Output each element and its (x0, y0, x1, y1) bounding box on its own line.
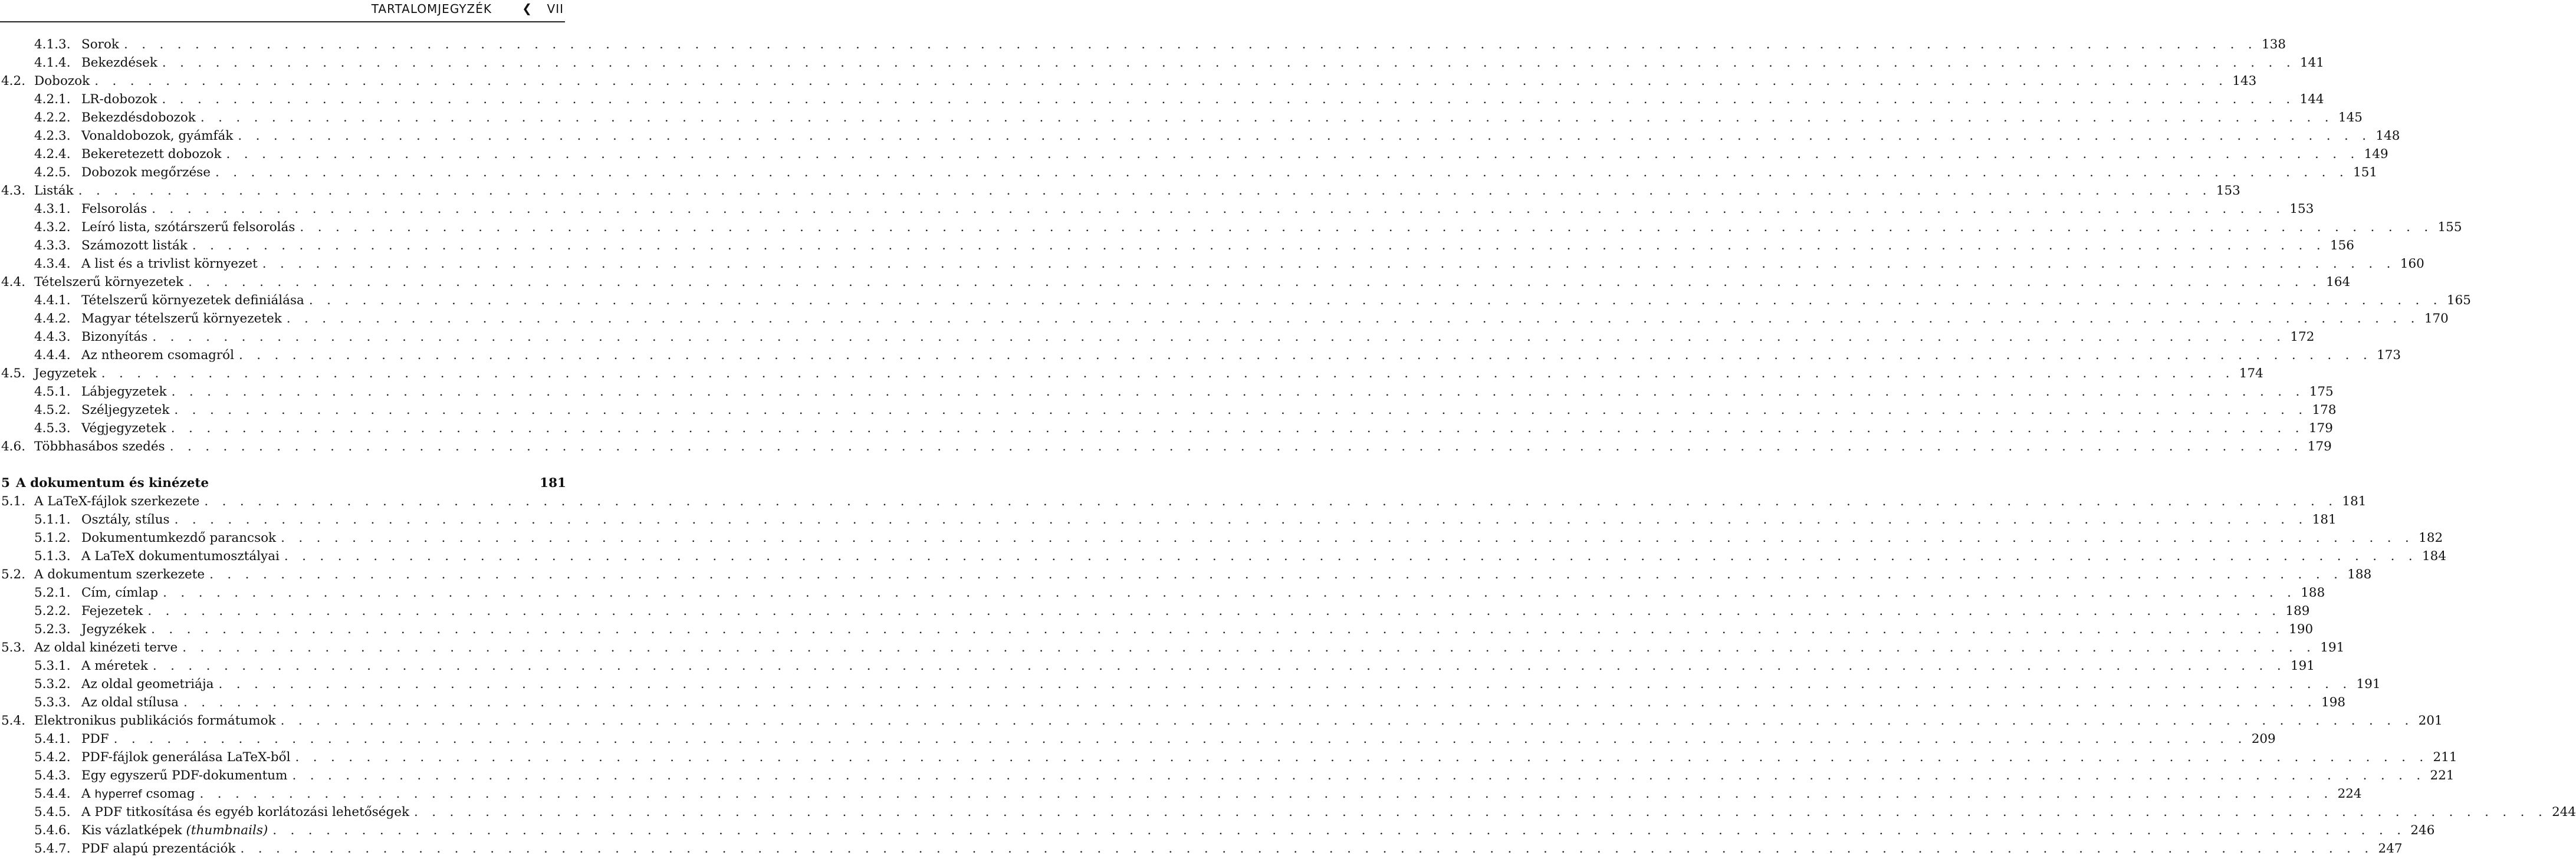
toc-entry[interactable] (0, 511, 2337, 529)
toc-entry-title: Sorok (81, 37, 119, 52)
toc-dot-leader: . . . . . . . . . . . . . . . . . . . . . . . . . . . . . . . . . . . . . . . . . . . . . . . . . . . . . . . . . . . . . . . . . . . . . . . . . . . . . . . . . . . . . . . . . . . . . . . . . . . . . . . . . . . . . . . . . . . . . . . . (262, 256, 2396, 271)
toc-entry-title: Dokumentumkezdő parancsok (81, 531, 277, 545)
toc-dot-leader: . . . . . . . . . . . . . . . . . . . . . . . . . . . . . . . . . . . . . . . . . . . . . . . . . . . . . . . . . . . . . . . . . . . . . . . . . . . . . . . . . . . . . . . . . . . . . . . . . . . . . . . . . . . . . . . . . . . . . . . . (170, 421, 2304, 436)
toc-dot-leader: . . . . . . . . . . . . . . . . . . . . . . . . . . . . . . . . . . . . . . . . . . . . . . . . . . . . . . . . . . . . . . . . . . . . . . . . . . . . . . . . . . . . . . . . . . . . . . . . . . . . . . . . . . . . . . . . . . . . . . . . (94, 74, 2228, 88)
toc-entry-number: 5 (1, 476, 10, 491)
toc-entry-page: 156 (2329, 238, 2354, 253)
toc-dot-leader: . . . . . . . . . . . . . . . . . . . . . . . . . . . . . . . . . . . . . . . . . . . . . . . . . . . . . . . . . . . . . . . . . . . . . . . . . . . . . . . . . . . . . . . . . . . . . . . . . . . . . . . . . . . . . . . . . . . . . . . . (295, 750, 2429, 765)
toc-entry[interactable] (0, 419, 2333, 437)
toc-entry[interactable] (0, 639, 2345, 657)
toc-entry[interactable] (0, 437, 2332, 456)
toc-entry-title: Végjegyzetek (81, 421, 166, 436)
toc-entry-title: Listák (34, 183, 74, 198)
toc-entry-page: 151 (2353, 165, 2378, 180)
toc-entry-page: 247 (2378, 841, 2403, 856)
toc-entry[interactable] (0, 401, 2337, 419)
toc-dot-leader: . . . . . . . . . . . . . . . . . . . . . . . . . . . . . . . . . . . . . . . . . . . . . . . . . . . . . . . . . . . . . . . . . . . . . . . . . . . . . . . . . . . . . . . . . . . . . . . . . . . . . . . . . . . . . . . . . . . . . . . . (239, 348, 2373, 363)
toc-entry-number: 4.6. (1, 439, 26, 454)
toc-entry-title: Jegyzékek (81, 622, 147, 637)
toc-entry-title: A hyperref csomag (81, 786, 195, 801)
toc-entry[interactable] (0, 675, 2381, 693)
toc-entry[interactable] (0, 383, 2334, 401)
toc-dot-leader: . . . . . . . . . . . . . . . . . . . . . . . . . . . . . . . . . . . . . . . . . . . . . . . . . . . . . . . . . . . . . . . . . . . . . . . . . . . . . . . . . . . . . . . . . . . . . . . . . . . . . . . . . . . . . . . . . . . . . . . . (152, 330, 2286, 344)
toc-entry-page: 221 (2430, 768, 2455, 783)
toc-entry-title: Fejezetek (81, 604, 143, 618)
toc-entry-page: 138 (2262, 37, 2286, 52)
toc-entry[interactable] (0, 182, 2240, 200)
toc-dot-leader: . . . . . . . . . . . . . . . . . . . . . . . . . . . . . . . . . . . . . . . . . . . . . . . . . . . . . . . . . . . . . . . . . . . . . . . . . . . . . . . . . . . . . . . . . . . . . . . . . . . . . . . . . . . . . . . . . . . . . . . . (123, 37, 2258, 52)
toc-dot-leader: . . . . . . . . . . . . . . . . . . . . . . . . . . . . . . . . . . . . . . . . . . . . . . . . . . . . . . . . . . . . . . . . . . . . . . . . . . . . . . . . . . . . . . . . . . . . . . . . . . . . . . . . . . . . . . . . . . . . . . . . (113, 732, 2247, 746)
toc-entry[interactable] (0, 90, 2324, 108)
toc-entry-title: Tételszerű környezetek (34, 275, 184, 289)
toc-entry-number: 4.2.5. (34, 165, 71, 180)
toc-entry-title: Dobozok (34, 74, 90, 88)
toc-entry-page: 179 (2307, 439, 2332, 454)
toc-dot-leader: . . . . . . . . . . . . . . . . . . . . . . . . . . . . . . . . . . . . . . . . . . . . . . . . . . . . . . . . . . . . . . . . . . . . . . . . . . . . . . . . . . . . . . . . . . . . . . . . . . . . . . . . . . . . . . . . . . . . . . . . (218, 677, 2352, 692)
toc-entry-page: 191 (2356, 677, 2381, 692)
toc-entry[interactable] (0, 108, 2363, 127)
toc-entry-title: Az ntheorem csomagról (81, 348, 234, 363)
toc-dot-leader: . . . . . . . . . . . . . . . . . . . . . . . . . . . . . . . . . . . . . . . . . . . . . . . . . . . . . . . . . . . . . . . . . . . . . . . . . . . . . . . . . . . . . . . . . . . . . . . . . . . . . . . . . . . . . . . . . . . . . . . . (414, 805, 2548, 819)
toc-entry-page: 160 (2400, 256, 2424, 271)
toc-entry[interactable] (0, 529, 2443, 547)
toc-entry-page: 141 (2299, 55, 2324, 70)
toc-dot-leader: . . . . . . . . . . . . . . . . . . . . . . . . . . . . . . . . . . . . . . . . . . . . . . . . . . . . . . . . . . . . . . . . . . . . . . . . . . . . . . . . . . . . . . . . . . . . . . . . . . . . . . . . . . . . . . . . . . . . . . . . (300, 220, 2433, 235)
toc-dot-leader: . . . . . . . . . . . . . . . . . . . . . . . . . . . . . . . . . . . . . . . . . . . . . . . . . . . . . . . . . . . . . . . . . . . . . . . . . . . . . . . . . . . . . . . . . . . . . . . . . . . . . . . . . . . . . . . . . . . . . . . . (151, 622, 2285, 637)
toc-entry-title: Bekezdések (81, 55, 157, 70)
toc-entry-title: Számozott listák (81, 238, 188, 253)
toc-entry-title: Osztály, stílus (81, 512, 170, 527)
toc-entry-page: 144 (2299, 92, 2324, 107)
toc-entry-page: 170 (2424, 311, 2449, 326)
toc-entry-number: 4.3. (1, 183, 26, 198)
toc-entry-number: 4.3.3. (34, 238, 71, 253)
toc-entry[interactable] (0, 602, 2310, 620)
toc-entry-page: 224 (2337, 786, 2362, 801)
toc-entry-title-italic: (thumbnails) (186, 823, 268, 838)
toc-entry-title: Vonaldobozok, gyámfák (81, 129, 234, 143)
toc-entry[interactable] (0, 620, 2314, 639)
toc-dot-leader: . . . . . . . . . . . . . . . . . . . . . . . . . . . . . . . . . . . . . . . . . . . . . . . . . . . . . . . . . . . . . . . . . . . . . . . . . . . . . . . . . . . . . . . . . . . . . . . . . . . . . . . . . . . . . . . . . . . . . . . . (192, 238, 2325, 253)
toc-entry-title: PDF alapú prezentációk (81, 841, 236, 856)
toc-entry-title: Kis vázlatképek (thumbnails) (81, 823, 268, 838)
toc-entry-page: 184 (2421, 549, 2447, 564)
toc-dot-leader: . . . . . . . . . . . . . . . . . . . . . . . . . . . . . . . . . . . . . . . . . . . . . . . . . . . . . . . . . . . . . . . . . . . . . . . . . . . . . . . . . . . . . . . . . . . . . . . . . . . . . . . . . . . . . . . . . . . . . . . . (284, 549, 2417, 564)
toc-entry[interactable] (0, 346, 2401, 364)
toc-dot-leader: . . . . . . . . . . . . . . . . . . . . . . . . . . . . . . . . . . . . . . . . . . . . . . . . . . . . . . . . . . . . . . . . . . . . . . . . . . . . . . . . . . . . . . . . . . . . . . . . . . . . . . . . . . . . . . . . . . . . . . . . (188, 275, 2322, 289)
toc-dot-leader: . . . . . . . . . . . . . . . . . . . . . . . . . . . . . . . . . . . . . . . . . . . . . . . . . . . . . . . . . . . . . . . . . . . . . . . . . . . . . . . . . . . . . . . . . . . . . . . . . . . . . . . . . . . . . . . . . . . . . . . . (182, 640, 2316, 655)
toc-dot-leader: . . . . . . . . . . . . . . . . . . . . . . . . . . . . . . . . . . . . . . . . . . . . . . . . . . . . . . . . . . . . . . . . . . . . . . . . . . . . . . . . . . . . . . . . . . . . . . . . . . . . . . . . . . . . . . . . . . . . . . . . (199, 786, 2333, 801)
toc-entry-number: 4.2.1. (34, 92, 71, 107)
toc-entry[interactable] (0, 54, 2324, 72)
toc-entry-number: 5.4.2. (34, 750, 71, 765)
toc-dot-leader: . . . . . . . . . . . . . . . . . . . . . . . . . . . . . . . . . . . . . . . . . . . . . . . . . . . . . . . . . . . . . . . . . . . . . . . . . . . . . . . . . . . . . . . . . . . . . . . . . . . . . . . . . . . . . . . . . . . . . . . . (238, 129, 2371, 143)
toc-entry[interactable] (0, 163, 2378, 182)
toc-dot-leader: . . . . . . . . . . . . . . . . . . . . . . . . . . . . . . . . . . . . . . . . . . . . . . . . . . . . . . . . . . . . . . . . . . . . . . . . . . . . . . . . . . . . . . . . . . . . . . . . . . . . . . . . . . . . . . . . . . . . . . . . (174, 512, 2308, 527)
toc-entry-title: Széljegyzetek (81, 403, 170, 417)
toc-entry[interactable] (0, 218, 2462, 236)
toc-entry-number: 5.2.2. (34, 604, 71, 618)
toc-entry-title: Magyar tételszerű környezetek (81, 311, 282, 326)
toc-entry-title-package: hyperref (94, 788, 142, 801)
toc-entry[interactable] (0, 145, 2388, 163)
toc-dot-leader: . . . . . . . . . . . . . . . . . . . . . . . . . . . . . . . . . . . . . . . . . . . . . . . . . . . . . . . . . . . . . . . . . . . . . . . . . . . . . . . . . . . . . . . . . . . . . . . . . . . . . . . . . . . . . . . . . . . . . . . . (226, 147, 2360, 162)
toc-entry-number: 5.2. (1, 567, 26, 582)
toc-entry-page: 175 (2309, 384, 2334, 399)
toc-entry[interactable] (0, 547, 2447, 565)
toc-entry-number: 5.4.6. (34, 823, 71, 838)
toc-entry-title: LR-dobozok (81, 92, 157, 107)
toc-entry[interactable] (0, 565, 2372, 584)
toc-entry[interactable] (0, 712, 2443, 730)
toc-entry[interactable] (0, 766, 2455, 785)
toc-dot-leader: . . . . . . . . . . . . . . . . . . . . . . . . . . . . . . . . . . . . . . . . . . . . . . . . . . . . . . . . . . . . . . . . . . . . . . . . . . . . . . . . . . . . . . . . . . . . . . . . . . . . . . . . . . . . . . . . . . . . . . . . (200, 110, 2334, 125)
toc-entry-page: 211 (2433, 750, 2457, 765)
toc-entry-page: 181 (2312, 512, 2337, 527)
toc-entry-page: 191 (2320, 640, 2345, 655)
toc-entry-number: 4.5.1. (34, 384, 71, 399)
toc-entry-page: 182 (2419, 531, 2443, 545)
toc-entry[interactable] (0, 657, 2315, 675)
toc-entry-number: 5.3.2. (34, 677, 71, 692)
toc-entry-title: Jegyzetek (34, 366, 97, 381)
toc-dot-leader: . . . . . . . . . . . . . . . . . . . . . . . . . . . . . . . . . . . . . . . . . . . . . . . . . . . . . . . . . . . . . . . . . . . . . . . . . . . . . . . . . . . . . . . . . . . . . . . . . . . . . . . . . . . . . . . . . . . . . . . . (171, 384, 2305, 399)
toc-entry-number: 4.5.2. (34, 403, 71, 417)
toc-entry-number: 4.4.3. (34, 330, 71, 344)
toc-dot-leader: . . . . . . . . . . . . . . . . . . . . . . . . . . . . . . . . . . . . . . . . . . . . . . . . . . . . . . . . . . . . . . . . . . . . . . . . . . . . . . . . . . . . . . . . . . . . . . . . . . . . . . . . . . . . . . . . . . . . . . . . (286, 311, 2420, 326)
toc-entry-number: 5.3.3. (34, 695, 71, 710)
toc-entry-title: Elektronikus publikációs formátumok (34, 713, 276, 728)
toc-entry-number: 5.2.1. (34, 585, 71, 600)
toc-entry[interactable] (0, 273, 2351, 291)
toc-entry-page: 179 (2308, 421, 2333, 436)
toc-entry[interactable] (0, 291, 2471, 310)
toc-entry-number: 5.1. (1, 494, 26, 509)
toc-entry-number: 5.4.1. (34, 732, 71, 746)
header-title: TARTALOMJEGYZÉK (371, 2, 492, 16)
toc-entry-number: 4.3.4. (34, 256, 71, 271)
toc-dot-leader: . . . . . . . . . . . . . . . . . . . . . . . . . . . . . . . . . . . . . . . . . . . . . . . . . . . . . . . . . . . . . . . . . . . . . . . . . . . . . . . . . . . . . . . . . . . . . . . . . . . . . . . . . . . . . . . . . . . . . . . . (272, 823, 2406, 838)
toc-entry-title: A LaTeX dokumentumosztályai (81, 549, 280, 564)
toc-entry-page: 174 (2239, 366, 2263, 381)
chevron-left-icon: ❮ (522, 1, 532, 15)
toc-entry-number: 5.4. (1, 713, 26, 728)
toc-entry[interactable] (0, 35, 2286, 54)
toc-entry-page: 201 (2418, 713, 2443, 728)
toc-dot-leader: . . . . . . . . . . . . . . . . . . . . . . . . . . . . . . . . . . . . . . . . . . . . . . . . . . . . . . . . . . . . . . . . . . . . . . . . . . . . . . . . . . . . . . . . . . . . . . . . . . . . . . . . . . . . . . . . . . . . . . . . (163, 585, 2296, 600)
toc-dot-leader: . . . . . . . . . . . . . . . . . . . . . . . . . . . . . . . . . . . . . . . . . . . . . . . . . . . . . . . . . . . . . . . . . . . . . . . . . . . . . . . . . . . . . . . . . . . . . . . . . . . . . . . . . . . . . . . . . . . . . . . . (152, 659, 2286, 673)
toc-entry-page: 173 (2377, 348, 2401, 363)
toc-entry-title: Leíró lista, szótárszerű felsorolás (81, 220, 295, 235)
toc-entry[interactable] (0, 236, 2354, 255)
toc-entry-title: Felsorolás (81, 202, 147, 216)
toc-dot-leader: . . . . . . . . . . . . . . . . . . . . . . . . . . . . . . . . . . . . . . . . . . . . . . . . . . . . . . . . . . . . . . . . . . . . . . . . . . . . . . . . . . . . . . . . . . . . . . . . . . . . . . . . . . . . . . . . . . . . . . . . (308, 293, 2442, 308)
toc-entry-title: A PDF titkosítása és egyéb korlátozási lehetőségek (81, 805, 409, 819)
toc-entry[interactable] (0, 785, 2362, 803)
toc-dot-leader: . . . . . . . . . . . . . . . . . . . . . . . . . . . . . . . . . . . . . . . . . . . . . . . . . . . . . . . . . . . . . . . . . . . . . . . . . . . . . . . . . . . . . . . . . . . . . . . . . . . . . . . . . . . . . . . . . . . . . . . . (162, 55, 2295, 70)
toc-entry-number: 4.5. (1, 366, 26, 381)
toc-entry-title: Bizonyítás (81, 330, 148, 344)
toc-entry-page: 143 (2232, 74, 2257, 88)
toc-entry-number: 4.5.3. (34, 421, 71, 436)
toc-entry-title: Bekeretezett dobozok (81, 147, 222, 162)
toc-entry-page: 181 (2342, 494, 2367, 509)
toc-entry-page: 164 (2326, 275, 2351, 289)
toc-entry[interactable] (0, 72, 2257, 90)
toc-entry[interactable] (0, 584, 2325, 602)
toc-entry-page: 153 (2289, 202, 2314, 216)
toc-entry-title: Többhasábos szedés (34, 439, 165, 454)
header-rule (0, 21, 565, 22)
toc-entry[interactable] (0, 693, 2346, 712)
toc-entry[interactable] (0, 492, 2367, 511)
toc-dot-leader: . . . . . . . . . . . . . . . . . . . . . . . . . . . . . . . . . . . . . . . . . . . . . . . . . . . . . . . . . . . . . . . . . . . . . . . . . . . . . . . . . . . . . . . . . . . . . . . . . . . . . . . . . . . . . . . . . . . . . . . . (209, 567, 2343, 582)
toc-dot-leader: . . . . . . . . . . . . . . . . . . . . . . . . . . . . . . . . . . . . . . . . . . . . . . . . . . . . . . . . . . . . . . . . . . . . . . . . . . . . . . . . . . . . . . . . . . . . . . . . . . . . . . . . . . . . . . . . . . . . . . . . (281, 531, 2414, 545)
toc-entry-number: 4.1.4. (34, 55, 71, 70)
toc-entry[interactable] (0, 328, 2315, 346)
toc-entry-number: 5.2.3. (34, 622, 71, 637)
toc-entry-page: 209 (2251, 732, 2276, 746)
toc-dot-leader: . . . . . . . . . . . . . . . . . . . . . . . . . . . . . . . . . . . . . . . . . . . . . . . . . . . . . . . . . . . . . . . . . . . . . . . . . . . . . . . . . . . . . . . . . . . . . . . . . . . . . . . . . . . . . . . . . . . . . . . . (215, 165, 2349, 180)
toc-dot-leader: . . . . . . . . . . . . . . . . . . . . . . . . . . . . . . . . . . . . . . . . . . . . . . . . . . . . . . . . . . . . . . . . . . . . . . . . . . . . . . . . . . . . . . . . . . . . . . . . . . . . . . . . . . . . . . . . . . . . . . . . (183, 695, 2317, 710)
toc-entry[interactable] (0, 200, 2314, 218)
toc-entry-number: 5.1.3. (34, 549, 71, 564)
toc-entry[interactable] (0, 127, 2400, 145)
toc-entry-page: 198 (2321, 695, 2346, 710)
toc-entry-title: Tételszerű környezetek definiálása (81, 293, 304, 308)
toc-entry-page: 190 (2289, 622, 2314, 637)
toc-entry-page: 165 (2446, 293, 2471, 308)
toc-entry-number: 5.4.4. (34, 786, 71, 801)
toc-entry-number: 4.2.3. (34, 129, 71, 143)
header-page-number: VII (547, 2, 564, 16)
toc-dot-leader: . . . . . . . . . . . . . . . . . . . . . . . . . . . . . . . . . . . . . . . . . . . . . . . . . . . . . . . . . . . . . . . . . . . . . . . . . . . . . . . . . . . . . . . . . . . . . . . . . . . . . . . . . . . . . . . . . . . . . . . . (240, 841, 2374, 856)
toc-dot-leader: . . . . . . . . . . . . . . . . . . . . . . . . . . . . . . . . . . . . . . . . . . . . . . . . . . . . . . . . . . . . . . . . . . . . . . . . . . . . . . . . . . . . . . . . . . . . . . . . . . . . . . . . . . . . . . . . . . . . . . . . (152, 202, 2285, 216)
toc-dot-leader: . . . . . . . . . . . . . . . . . . . . . . . . . . . . . . . . . . . . . . . . . . . . . . . . . . . . . . . . . . . . . . . . . . . . . . . . . . . . . . . . . . . . . . . . . . . . . . . . . . . . . . . . . . . . . . . . . . . . . . . . (280, 713, 2414, 728)
toc-entry-number: 4.4.4. (34, 348, 71, 363)
toc-entry-title: A méretek (81, 659, 148, 673)
toc-entry-number: 5.4.7. (34, 841, 71, 856)
toc-entry-number: 4.1.3. (34, 37, 71, 52)
toc-entry-number: 4.4.2. (34, 311, 71, 326)
toc-entry-page: 155 (2437, 220, 2462, 235)
toc-entry-number: 4.2. (1, 74, 26, 88)
toc-entry-number: 5.4.3. (34, 768, 71, 783)
toc-entry-title: Dobozok megőrzése (81, 165, 211, 180)
toc-entry-title: Egy egyszerű PDF-dokumentum (81, 768, 288, 783)
toc-entry-title: Az oldal stílusa (81, 695, 179, 710)
toc-entry-number: 4.4.1. (34, 293, 71, 308)
toc-dot-leader: . . . . . . . . . . . . . . . . . . . . . . . . . . . . . . . . . . . . . . . . . . . . . . . . . . . . . . . . . . . . . . . . . . . . . . . . . . . . . . . . . . . . . . . . . . . . . . . . . . . . . . . . . . . . . . . . . . . . . . . . (169, 439, 2303, 454)
toc-dot-leader: . . . . . . . . . . . . . . . . . . . . . . . . . . . . . . . . . . . . . . . . . . . . . . . . . . . . . . . . . . . . . . . . . . . . . . . . . . . . . . . . . . . . . . . . . . . . . . . . . . . . . . . . . . . . . . . . . . . . . . . . (292, 768, 2426, 783)
toc-entry-page: 191 (2290, 659, 2315, 673)
toc-entry-title: PDF (81, 732, 109, 746)
toc-entry[interactable] (0, 803, 2576, 821)
toc-entry-number: 4.3.1. (34, 202, 71, 216)
toc-entry-page: 188 (2301, 585, 2325, 600)
toc-entry-number: 5.4.5. (34, 805, 71, 819)
toc-entry-title: Az oldal geometriája (81, 677, 214, 692)
toc-entry-number: 5.3. (1, 640, 26, 655)
toc-entry-page: 246 (2410, 823, 2435, 838)
toc-entry-page: 145 (2338, 110, 2363, 125)
toc-entry-number: 5.1.1. (34, 512, 71, 527)
toc-entry-title: Cím, címlap (81, 585, 159, 600)
toc-entry[interactable] (0, 730, 2276, 748)
toc-entry-page: 149 (2364, 147, 2388, 162)
toc-entry-title: A dokumentum és kinézete (15, 476, 209, 491)
toc-entry[interactable] (0, 310, 2449, 328)
toc-entry[interactable] (0, 840, 2403, 858)
toc-entry-title: A dokumentum szerkezete (34, 567, 205, 582)
toc-chapter-entry[interactable] (0, 474, 566, 492)
toc-entry-title: PDF-fájlok generálása LaTeX-ből (81, 750, 291, 765)
toc-dot-leader: . . . . . . . . . . . . . . . . . . . . . . . . . . . . . . . . . . . . . . . . . . . . . . . . . . . . . . . . . . . . . . . . . . . . . . . . . . . . . . . . . . . . . . . . . . . . . . . . . . . . . . . . . . . . . . . . . . . . . . . . (101, 366, 2235, 381)
toc-entry-number: 4.2.2. (34, 110, 71, 125)
toc-entry[interactable] (0, 821, 2435, 840)
toc-entry-page: 172 (2290, 330, 2315, 344)
toc-entry-page: 181 (540, 476, 566, 491)
toc-entry-number: 4.4. (1, 275, 26, 289)
toc-entry-title: Az oldal kinézeti terve (34, 640, 178, 655)
toc-entry-page: 153 (2216, 183, 2240, 198)
toc-entry[interactable] (0, 748, 2457, 766)
toc-entry[interactable] (0, 255, 2424, 273)
running-header (0, 0, 566, 24)
toc-entry-title: A list és a trivlist környezet (81, 256, 258, 271)
toc-dot-leader: . . . . . . . . . . . . . . . . . . . . . . . . . . . . . . . . . . . . . . . . . . . . . . . . . . . . . . . . . . . . . . . . . . . . . . . . . . . . . . . . . . . . . . . . . . . . . . . . . . . . . . . . . . . . . . . . . . . . . . . . (147, 604, 2281, 618)
toc-entry-number: 5.1.2. (34, 531, 71, 545)
toc-entry-title: A LaTeX-fájlok szerkezete (34, 494, 200, 509)
toc-entry[interactable] (0, 364, 2263, 383)
toc-entry-page: 148 (2375, 129, 2400, 143)
toc-entry-number: 4.3.2. (34, 220, 71, 235)
toc-entry-title: Bekezdésdobozok (81, 110, 196, 125)
toc-dot-leader: . . . . . . . . . . . . . . . . . . . . . . . . . . . . . . . . . . . . . . . . . . . . . . . . . . . . . . . . . . . . . . . . . . . . . . . . . . . . . . . . . . . . . . . . . . . . . . . . . . . . . . . . . . . . . . . . . . . . . . . . (204, 494, 2338, 509)
toc-dot-leader: . . . . . . . . . . . . . . . . . . . . . . . . . . . . . . . . . . . . . . . . . . . . . . . . . . . . . . . . . . . . . . . . . . . . . . . . . . . . . . . . . . . . . . . . . . . . . . . . . . . . . . . . . . . . . . . . . . . . . . . . (162, 92, 2295, 107)
toc-entry-title: Lábjegyzetek (81, 384, 167, 399)
toc-entry-page: 189 (2285, 604, 2310, 618)
toc-entry-page: 188 (2347, 567, 2372, 582)
toc-entry-page: 244 (2552, 805, 2576, 819)
toc-entry-number: 4.2.4. (34, 147, 71, 162)
toc-entry-number: 5.3.1. (34, 659, 71, 673)
toc-dot-leader: . . . . . . . . . . . . . . . . . . . . . . . . . . . . . . . . . . . . . . . . . . . . . . . . . . . . . . . . . . . . . . . . . . . . . . . . . . . . . . . . . . . . . . . . . . . . . . . . . . . . . . . . . . . . . . . . . . . . . . . . (78, 183, 2212, 198)
toc-entry-page: 178 (2312, 403, 2337, 417)
toc-dot-leader: . . . . . . . . . . . . . . . . . . . . . . . . . . . . . . . . . . . . . . . . . . . . . . . . . . . . . . . . . . . . . . . . . . . . . . . . . . . . . . . . . . . . . . . . . . . . . . . . . . . . . . . . . . . . . . . . . . . . . . . . (174, 403, 2308, 417)
